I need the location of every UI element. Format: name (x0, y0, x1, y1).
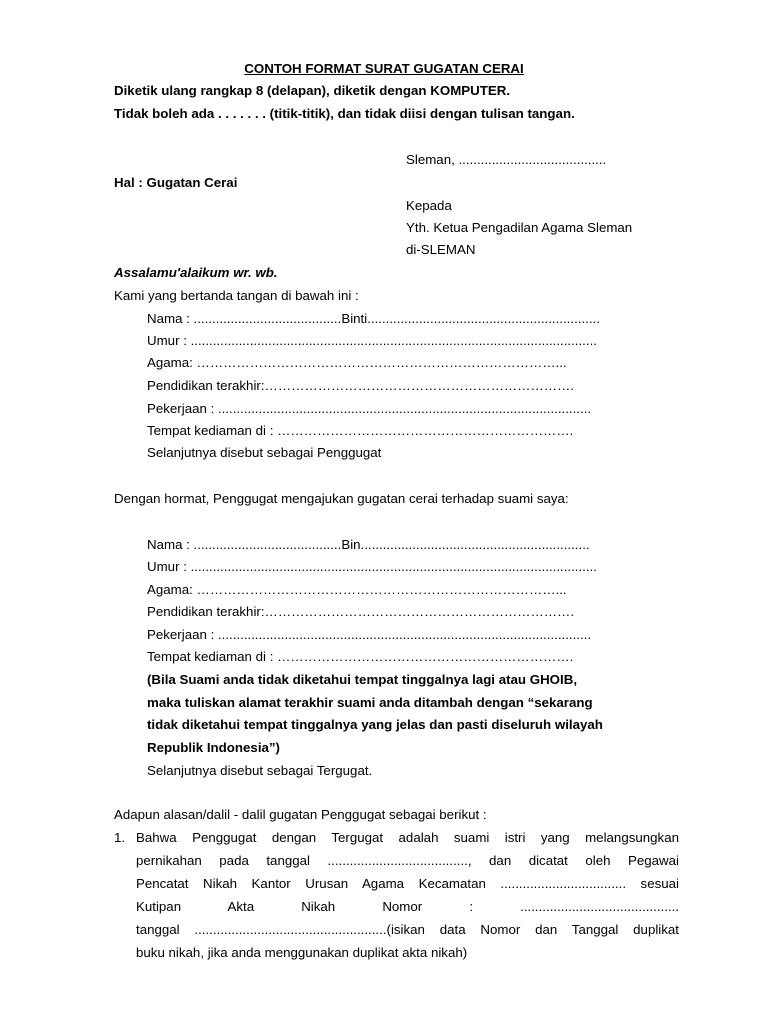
item-1-line-4: Kutipan Akta Nikah Nomor : ........................................... (136, 899, 679, 914)
tergugat-sebutan: Selanjutnya disebut sebagai Tergugat. (147, 763, 373, 778)
tergugat-umur: Umur : .............................................................................................................. (147, 559, 597, 574)
tergugat-nama: Nama : ........................................Bin.............................................................. (147, 537, 590, 552)
penggugat-agama: Agama: ………………………………………………………………………... (147, 355, 567, 370)
transition-line: Dengan hormat, Penggugat mengajukan gugatan cerai terhadap suami saya: (114, 491, 569, 506)
greeting: Assalamu'alaikum wr. wb. (114, 265, 278, 280)
item-1-line-6: buku nikah, jika anda menggunakan duplikat akta nikah) (136, 945, 468, 960)
tergugat-pendidikan: Pendidikan terakhir:……………………………………………………………. (147, 604, 575, 619)
tergugat-note-2: maka tuliskan alamat terakhir suami anda ditambah dengan “sekarang (147, 695, 593, 710)
tergugat-tempat: Tempat kediaman di : …………………………………………………………. (147, 649, 574, 664)
tergugat-note-1: (Bila Suami anda tidak diketahui tempat tinggalnya lagi atau GHOIB, (147, 672, 578, 687)
penggugat-pekerjaan: Pekerjaan : ..................................................................................................... (147, 401, 592, 416)
item-1-line-2: pernikahan pada tanggal ......................................, dan dicatat oleh Pegawai (136, 853, 679, 868)
subject-line: Hal : Gugatan Cerai (114, 175, 238, 190)
penggugat-tempat: Tempat kediaman di : …………………………………………………………. (147, 423, 574, 438)
recipient-kepada: Kepada (406, 198, 452, 213)
intro-line: Kami yang bertanda tangan di bawah ini : (114, 288, 359, 303)
reasons-intro: Adapun alasan/dalil - dalil gugatan Penggugat sebagai berikut : (114, 807, 487, 822)
tergugat-note-3: tidak diketahui tempat tinggalnya yang jelas dan pasti diseluruh wilayah (147, 717, 603, 732)
place-date: Sleman, ........................................ (406, 152, 607, 167)
document-title: CONTOH FORMAT SURAT GUGATAN CERAI (244, 61, 524, 76)
penggugat-umur: Umur : .............................................................................................................. (147, 333, 597, 348)
penggugat-sebutan: Selanjutnya disebut sebagai Penggugat (147, 445, 382, 460)
penggugat-pendidikan: Pendidikan terakhir:……………………………………………………………. (147, 378, 575, 393)
item-1-line-5: tanggal ....................................................(isikan data Nomor dan Tanggal duplikat (136, 922, 679, 937)
instruction-line-1: Diketik ulang rangkap 8 (delapan), diketik dengan KOMPUTER. (114, 83, 511, 98)
tergugat-note-4: Republik Indonesia”) (147, 740, 280, 755)
recipient-location: di-SLEMAN (406, 242, 476, 257)
item-1-number: 1. (114, 830, 126, 845)
item-1-line-1: Bahwa Penggugat dengan Tergugat adalah suami istri yang melangsungkan (136, 830, 679, 845)
tergugat-pekerjaan: Pekerjaan : ..................................................................................................... (147, 627, 592, 642)
recipient-name: Yth. Ketua Pengadilan Agama Sleman (406, 220, 633, 235)
penggugat-nama: Nama : ........................................Binti............................................................... (147, 311, 600, 326)
tergugat-agama: Agama: ………………………………………………………………………... (147, 582, 567, 597)
item-1-line-3: Pencatat Nikah Kantor Urusan Agama Kecamatan .................................. sesuai (136, 876, 679, 891)
instruction-line-2: Tidak boleh ada . . . . . . . (titik-titik), dan tidak diisi dengan tulisan tangan. (114, 106, 575, 121)
